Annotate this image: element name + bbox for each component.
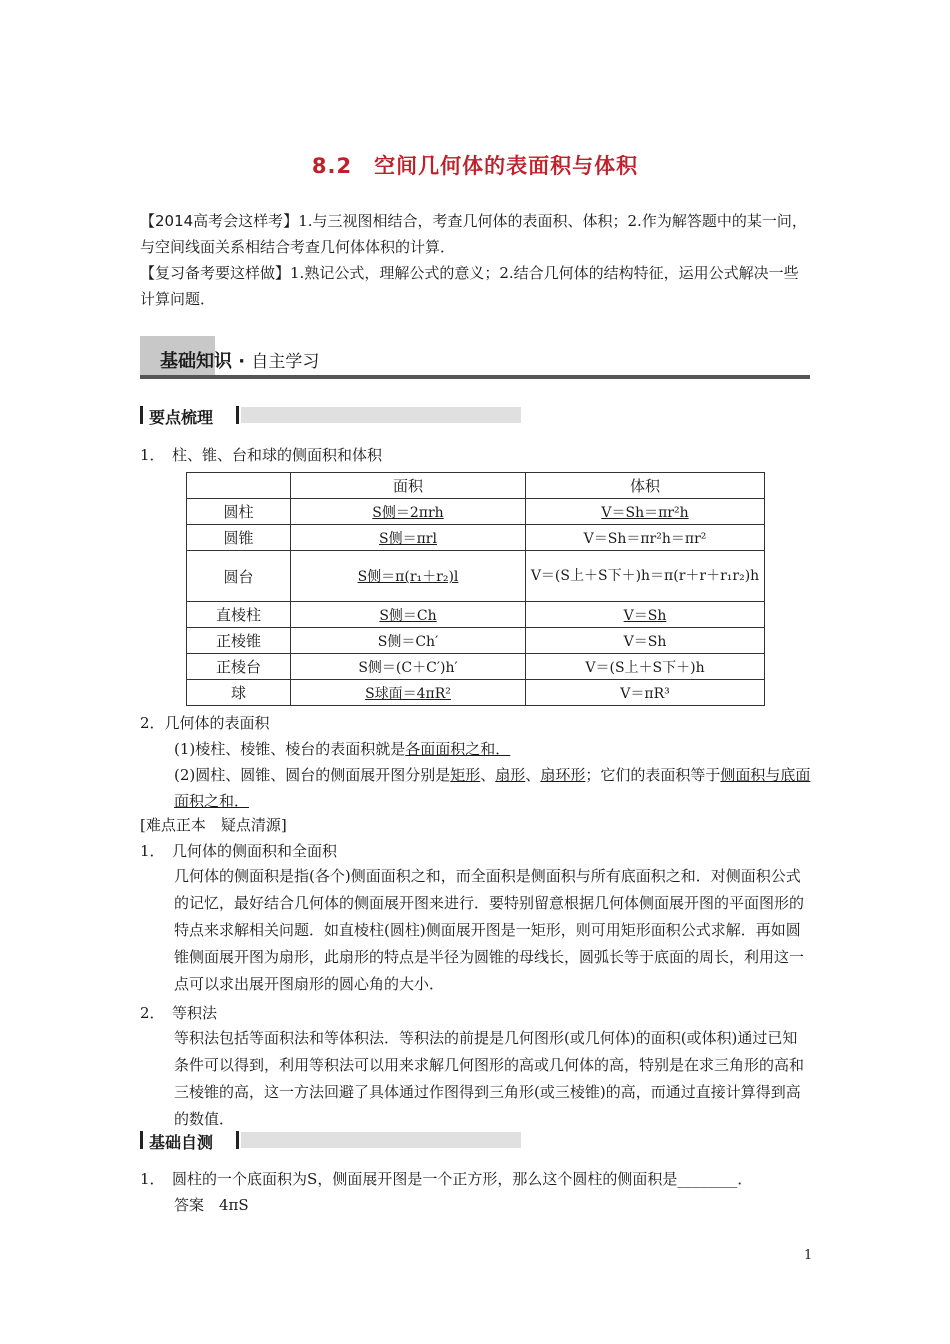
area-formula: S球面＝4πR²	[365, 685, 451, 702]
volume-formula: V＝Sh＝πr²h	[601, 504, 689, 521]
table-cell-name: 球	[187, 680, 291, 706]
area-formula: S侧＝π(r₁＋r₂)l	[357, 569, 459, 585]
band-dot: ·	[232, 351, 252, 372]
page-number: 1	[804, 1248, 813, 1263]
volume-formula: V＝(S上＋S下＋)h＝π(r＋r＋r₁r₂)h	[530, 567, 760, 584]
volume-formula: V＝Sh	[623, 633, 667, 650]
section-band	[140, 336, 810, 380]
section-self-test	[140, 1130, 521, 1150]
table-cell-area	[291, 680, 526, 706]
table-cell-name: 圆台	[187, 551, 291, 602]
item2-heading: 2．几何体的表面积	[140, 714, 270, 732]
table-cell-name: 圆锥	[187, 525, 291, 551]
area-formula: S侧＝(C＋C′)h′	[358, 659, 458, 676]
volume-formula: V＝πR³	[620, 685, 670, 702]
bar-right	[236, 406, 239, 424]
review-hint-tag: 【复习备考要这样做】	[140, 264, 291, 282]
table-header-cell: 体积	[526, 473, 765, 499]
section-label: 要点梳理	[149, 408, 214, 427]
section-key-points	[140, 405, 521, 425]
table-cell-area	[291, 499, 526, 525]
point2-answer-3: 扇环形	[540, 766, 586, 784]
difficult-p1: 几何体的侧面积是指(各个)侧面面积之和，而全面积是侧面积与所有底面积之和．对侧面积公式的记忆，最好结合几何体的侧面展开图来进行．要特别留意根据几何体侧面展开图的平面图形的特点来求解相关问题．如直棱柱(圆柱)侧面展开图是一矩形，则可用矩形面积公式求解．再如圆锥侧面展开图为扇形，此扇形的特点是半径为圆锥的母线长，圆弧长等于底面的周长，利用这一点可以求出展开图扇形的圆心角的大小．	[174, 867, 805, 993]
table-row	[187, 602, 765, 628]
bar-right	[236, 1131, 239, 1149]
table-cell-area	[291, 628, 526, 654]
section-label: 基础自测	[149, 1133, 214, 1152]
table-row	[187, 628, 765, 654]
area-formula: S侧＝2πrh	[372, 504, 444, 521]
point1-text: (1)棱柱、棱锥、棱台的表面积就是	[174, 740, 406, 758]
point2-answer-4: 侧面积与底面面积之和．	[174, 766, 811, 810]
table-header-row	[187, 473, 765, 499]
formula-table	[186, 472, 765, 706]
point1-answer: 各面面积之和．	[405, 740, 511, 758]
difficult-heading: [难点正本 疑点清源]	[140, 816, 287, 834]
volume-formula: V＝Sh	[623, 607, 667, 624]
table-cell-name: 圆柱	[187, 499, 291, 525]
point2-mid: ；它们的表面积等于	[585, 766, 721, 784]
point2-answer-2: 扇形	[495, 766, 526, 784]
table-cell-volume	[526, 654, 765, 680]
table-row	[187, 499, 765, 525]
table-cell-name: 正棱锥	[187, 628, 291, 654]
band-main: 基础知识	[160, 351, 232, 372]
table-cell-name: 直棱柱	[187, 602, 291, 628]
point2-text: (2)圆柱、圆锥、圆台的侧面展开图分别是	[174, 766, 451, 784]
table-cell-volume	[526, 551, 765, 602]
area-formula: S侧＝Ch	[379, 607, 437, 624]
item1-heading: 1． 柱、锥、台和球的侧面积和体积	[140, 446, 383, 464]
exam-hint-text: 1.与三视图相结合，考查几何体的表面积、体积；2.作为解答题中的某一问，与空间线面关系相结合考查几何体体积的计算．	[140, 212, 807, 256]
band-title	[160, 347, 319, 373]
table-cell-volume	[526, 499, 765, 525]
point2-sep-2: 、	[525, 766, 541, 784]
bar-fill	[241, 1132, 521, 1148]
band-rule	[140, 375, 810, 379]
band-sub: 自主学习	[251, 352, 320, 372]
item2-point1	[174, 736, 510, 762]
table-header-cell	[187, 473, 291, 499]
area-formula: S侧＝πrl	[379, 530, 437, 547]
question-1: 1． 圆柱的一个底面积为S，侧面展开图是一个正方形，那么这个圆柱的侧面积是________．	[140, 1170, 753, 1188]
difficult-h2: 2． 等积法	[140, 1004, 218, 1022]
table-cell-area	[291, 551, 526, 602]
review-hint-text: 1.熟记公式，理解公式的意义；2.结合几何体的结构特征，运用公式解决一些计算问题．	[140, 264, 799, 308]
exam-hint-tag: 【2014高考会这样考】	[140, 212, 299, 230]
volume-formula: V＝(S上＋S下＋)h	[585, 659, 705, 676]
table-row	[187, 525, 765, 551]
table-cell-volume	[526, 525, 765, 551]
bar-left	[140, 406, 143, 424]
item2-point2	[174, 762, 814, 814]
table-row	[187, 654, 765, 680]
review-hint	[140, 260, 812, 312]
page-title: 8.2 空间几何体的表面积与体积	[311, 154, 639, 178]
bar-fill	[241, 407, 521, 423]
volume-formula: V＝Sh＝πr²h＝πr²	[583, 530, 707, 547]
exam-hint	[140, 208, 812, 260]
table-row	[187, 680, 765, 706]
table-cell-area	[291, 654, 526, 680]
area-formula: S侧＝Ch′	[377, 633, 439, 650]
point2-answer-1: 矩形	[450, 766, 481, 784]
table-cell-name: 正棱台	[187, 654, 291, 680]
table-cell-volume	[526, 680, 765, 706]
table-cell-volume	[526, 602, 765, 628]
answer-1: 答案 4πS	[174, 1196, 249, 1214]
table-cell-area	[291, 602, 526, 628]
table-row	[187, 551, 765, 602]
difficult-h1: 1． 几何体的侧面积和全面积	[140, 842, 338, 860]
table-cell-volume	[526, 628, 765, 654]
difficult-p2: 等积法包括等面积法和等体积法．等积法的前提是几何图形(或几何体)的面积(或体积)通过已知条件可以得到，利用等积法可以用来求解几何图形的高或几何体的高，特别是在求三角形的高和三棱锥的高，这一方法回避了具体通过作图得到三角形(或三棱锥)的高，而通过直接计算得到高的数值．	[174, 1029, 805, 1128]
point2-sep-1: 、	[480, 766, 496, 784]
table-header-cell: 面积	[291, 473, 526, 499]
bar-left	[140, 1131, 143, 1149]
table-cell-area	[291, 525, 526, 551]
